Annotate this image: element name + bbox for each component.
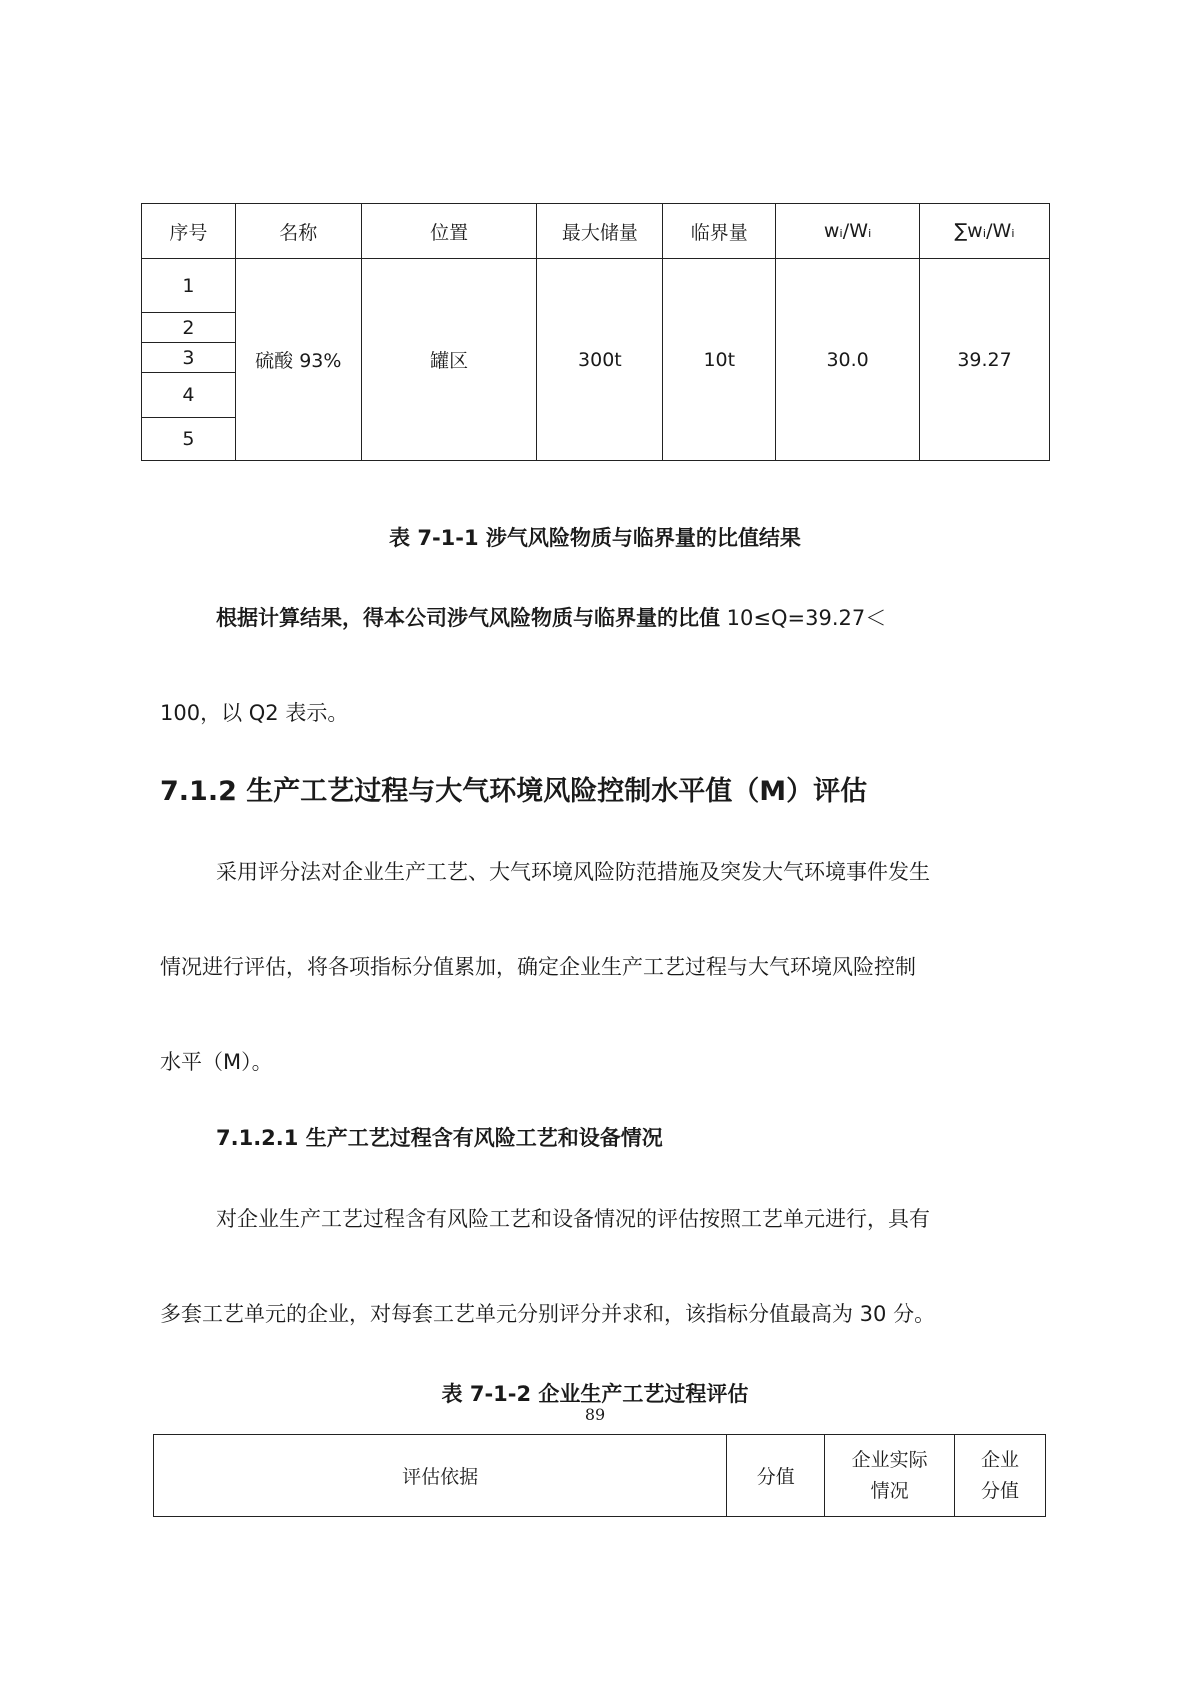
critical-amount-cell: 10t bbox=[663, 259, 776, 461]
paragraph-result-line1 bbox=[216, 602, 886, 632]
table-row bbox=[142, 259, 1050, 313]
seq-cell: 3 bbox=[142, 343, 236, 373]
sum-ratio-cell: 39.27 bbox=[920, 259, 1050, 461]
header-seq: 序号 bbox=[142, 204, 236, 259]
seq-cell: 1 bbox=[142, 259, 236, 313]
header-max-storage: 最大储量 bbox=[537, 204, 663, 259]
paragraph-method-line3: 水平（M）。 bbox=[160, 1050, 273, 1074]
table-header-row bbox=[154, 1435, 1046, 1517]
section-heading-7-1-2-1: 7.1.2.1 生产工艺过程含有风险工艺和设备情况 bbox=[216, 1126, 663, 1150]
ratio-cell: 30.0 bbox=[776, 259, 920, 461]
header-actual-situation: 企业实际 情况 bbox=[825, 1435, 955, 1517]
table-header-row bbox=[142, 204, 1050, 259]
paragraph-bold-text: 根据计算结果，得本公司涉气风险物质与临界量的比值 bbox=[216, 606, 720, 630]
header-location: 位置 bbox=[361, 204, 537, 259]
seq-cell: 5 bbox=[142, 418, 236, 461]
paragraph-result-line2: 100，以 Q2 表示。 bbox=[160, 701, 349, 725]
risk-substance-table bbox=[141, 203, 1050, 461]
paragraph-method-line2: 情况进行评估，将各项指标分值累加，确定企业生产工艺过程与大气环境风险控制 bbox=[160, 955, 916, 979]
paragraph-method-line1: 采用评分法对企业生产工艺、大气环境风险防范措施及突发大气环境事件发生 bbox=[216, 860, 930, 884]
header-ratio: wᵢ/Wᵢ bbox=[776, 204, 920, 259]
header-name: 名称 bbox=[235, 204, 361, 259]
table-caption-7-1-1: 表 7-1-1 涉气风险物质与临界量的比值结果 bbox=[389, 526, 801, 550]
header-critical: 临界量 bbox=[663, 204, 776, 259]
paragraph-process-line1: 对企业生产工艺过程含有风险工艺和设备情况的评估按照工艺单元进行，具有 bbox=[216, 1207, 930, 1231]
header-basis: 评估依据 bbox=[154, 1435, 727, 1517]
location-cell: 罐区 bbox=[361, 259, 537, 461]
header-sum-ratio: ∑wᵢ/Wᵢ bbox=[920, 204, 1050, 259]
substance-name-cell: 硫酸 93% bbox=[235, 259, 361, 461]
paragraph-text: 10≤Q=39.27＜ bbox=[720, 606, 887, 630]
seq-cell: 2 bbox=[142, 313, 236, 343]
seq-cell: 4 bbox=[142, 373, 236, 418]
process-assessment-table bbox=[153, 1434, 1046, 1517]
page-number: 89 bbox=[584, 1405, 606, 1424]
paragraph-process-line2: 多套工艺单元的企业，对每套工艺单元分别评分并求和，该指标分值最高为 30 分。 bbox=[160, 1302, 936, 1326]
section-heading-7-1-2: 7.1.2 生产工艺过程与大气环境风险控制水平值（M）评估 bbox=[160, 776, 868, 807]
max-storage-cell: 300t bbox=[537, 259, 663, 461]
header-score: 分值 bbox=[727, 1435, 825, 1517]
header-enterprise-score: 企业 分值 bbox=[955, 1435, 1046, 1517]
table-caption-7-1-2: 表 7-1-2 企业生产工艺过程评估 bbox=[441, 1382, 749, 1406]
